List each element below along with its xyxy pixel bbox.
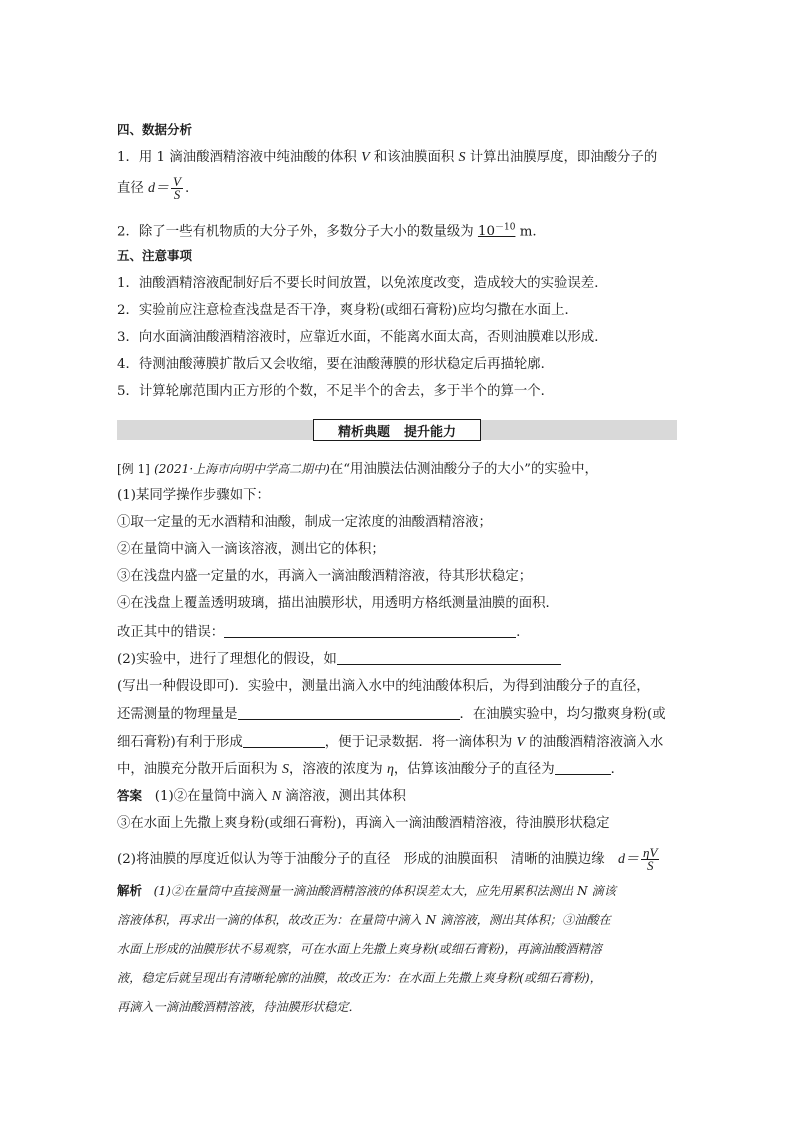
q2-text-j: ，估算该油酸分子的直径为 — [393, 762, 555, 777]
q2-end: ． — [610, 762, 624, 777]
answer-blank — [238, 705, 460, 720]
q2-text-h: 中，油膜充分散开后面积为 — [117, 762, 282, 777]
section-4-item-1 — [117, 149, 657, 167]
fix-line: 改正其中的错误： . — [117, 625, 521, 640]
step-2: ②在量筒中滴入一滴该溶液，测出它的体积； — [117, 542, 385, 557]
answer-line-3 — [117, 847, 661, 872]
formula-fraction — [171, 176, 183, 201]
explanation-line-4: 液，稳定后就呈现出有清晰轮廓的油膜，故改正为：在水面上先撒上爽身粉(或细石膏粉)， — [117, 971, 602, 985]
answer-1-text: (1)②在量筒中滴入 — [154, 789, 272, 804]
banner-left: 精析典题 — [337, 424, 390, 440]
answer-line-1 — [117, 787, 406, 806]
example-source: (2021·上海市向明中学高二期中) — [154, 462, 330, 476]
section-4-item-2 — [117, 219, 537, 241]
question-2-line-4 — [117, 733, 663, 752]
q2-text-c: 还需测量的物理量是 — [117, 707, 238, 722]
question-1: (1)某同学操作步骤如下： — [117, 488, 270, 503]
var-V: V — [516, 735, 526, 750]
q2-text-g: 的油酸酒精溶液滴入水 — [525, 735, 664, 750]
magnitude-exponent: －10 — [494, 223, 516, 233]
answer-1-text-b: 滴溶液，测出其体积 — [281, 789, 406, 804]
example-label: [例 1] — [117, 462, 150, 476]
fraction-denominator: S — [646, 858, 654, 873]
q2-text-f: ，便于记录数据．将一滴体积为 — [324, 735, 517, 750]
section-5-title: 五、注意事项 — [117, 248, 193, 263]
var-S: S — [281, 762, 289, 777]
answer-2-text: (2)将油膜的厚度近似认为等于油酸分子的直径 形成的油膜面积 清晰的油膜边缘 — [117, 852, 619, 867]
formula-fraction — [641, 847, 659, 872]
var-N: N — [271, 789, 282, 804]
magnitude-base: 10 — [477, 224, 495, 240]
fraction-numerator: ηV — [643, 845, 658, 860]
step-3: ③在浅盘内盛一定量的水，再滴入一滴油酸酒精溶液，待其形状稳定； — [117, 569, 533, 584]
q2-text-a: (2)实验中，进行了理想化的假设，如 — [117, 652, 337, 667]
fraction-numerator: V — [173, 174, 181, 189]
step-1: ①取一定量的无水酒精和油酸，制成一定浓度的油酸酒精溶液； — [117, 515, 492, 530]
example-intro: 在“用油膜法估测油酸分子的大小”的实验中， — [329, 462, 598, 477]
question-2-line-5 — [117, 760, 624, 779]
fix-label: 改正其中的错误： — [117, 625, 225, 640]
var-S: S — [458, 150, 466, 165]
section-5-item: 1．油酸酒精溶液配制好后不要长时间放置，以免浓度改变，造成较大的实验误差． — [117, 276, 608, 291]
answer-blank — [555, 760, 611, 775]
item-1-end: . — [185, 181, 190, 196]
formula-lhs: d＝ — [618, 852, 640, 867]
q2-text-i: ，溶液的浓度为 — [288, 762, 387, 777]
answer-label: 答案 — [117, 788, 143, 803]
answer-blank — [243, 733, 325, 748]
section-5-item: 5．计算轮廓范围内正方形的个数，不足半个的舍去，多于半个的算一个． — [117, 384, 555, 399]
explanation-line-3: 水面上形成的油膜形状不易观察，可在水面上先撒上爽身粉(或细石膏粉)，再滴油酸酒精溶 — [117, 942, 602, 956]
item-1-text-b: 和该油膜面积 — [369, 150, 459, 165]
explanation-line-5: 再滴入一滴油酸酒精溶液，待油膜形状稳定． — [117, 1000, 361, 1014]
question-2-line-3 — [117, 705, 666, 724]
section-4-title: 四、数据分析 — [117, 122, 193, 137]
q2-text-d: ．在油膜实验中，均匀撒爽身粉(或 — [459, 707, 666, 722]
answer-blank — [337, 650, 561, 665]
explanation-line-2: 溶液体积，再求出一滴的体积，故改正为：在量筒中滴入 N 滴溶液，测出其体积；③油酸在 — [117, 913, 611, 927]
fraction-denominator: S — [173, 187, 181, 202]
banner-right: 提升能力 — [404, 424, 457, 440]
var-V: V — [361, 150, 370, 165]
answer-blank — [224, 623, 516, 638]
section-4-item-1-formula — [117, 176, 189, 201]
section-5-item: 2．实验前应注意检查浅盘是否干净，爽身粉(或细石膏粉)应均匀撒在水面上． — [117, 303, 578, 318]
example-header — [117, 460, 598, 479]
explanation-text: (1)②在量筒中直接测量一滴油酸酒精溶液的体积误差太大，应先用累积法测出 N 滴该 — [153, 884, 616, 898]
q2-text-e: 细石膏粉)有利于形成 — [117, 735, 243, 750]
explanation-label: 解析 — [117, 883, 143, 898]
section-banner — [313, 419, 481, 441]
question-2-line-2: (写出一种假设即可)．实验中，测量出滴入水中的纯油酸体积后，为得到油酸分子的直径， — [117, 679, 650, 694]
magnitude-unit: m. — [515, 224, 537, 240]
item-2-text: 2．除了一些有机物质的大分子外，多数分子大小的数量级为 — [117, 224, 478, 240]
item-1-text-a: 1．用 1 滴油酸酒精溶液中纯油酸的体积 — [117, 150, 362, 165]
item-1-text-c: 计算出油膜厚度，即油酸分子的 — [465, 150, 658, 165]
section-5-item: 4．待测油酸薄膜扩散后又会收缩，要在油酸薄膜的形状稳定后再描轮廓． — [117, 357, 555, 372]
formula-lhs: d＝ — [148, 181, 170, 196]
step-4: ④在浅盘上覆盖透明玻璃，描出油膜形状，用透明方格纸测量油膜的面积． — [117, 596, 559, 611]
explanation-line-1 — [117, 882, 677, 900]
var-eta: η — [386, 762, 394, 777]
answer-line-2: ③在水面上先撒上爽身粉(或细石膏粉)，再滴入一滴油酸酒精溶液，待油膜形状稳定 — [117, 816, 610, 831]
question-2-line-1 — [117, 650, 561, 669]
item-1-text-d: 直径 — [117, 181, 149, 196]
section-5-item: 3．向水面滴油酸酒精溶液时，应靠近水面，不能离水面太高，否则油膜难以形成． — [117, 330, 608, 345]
magnitude — [478, 224, 516, 239]
